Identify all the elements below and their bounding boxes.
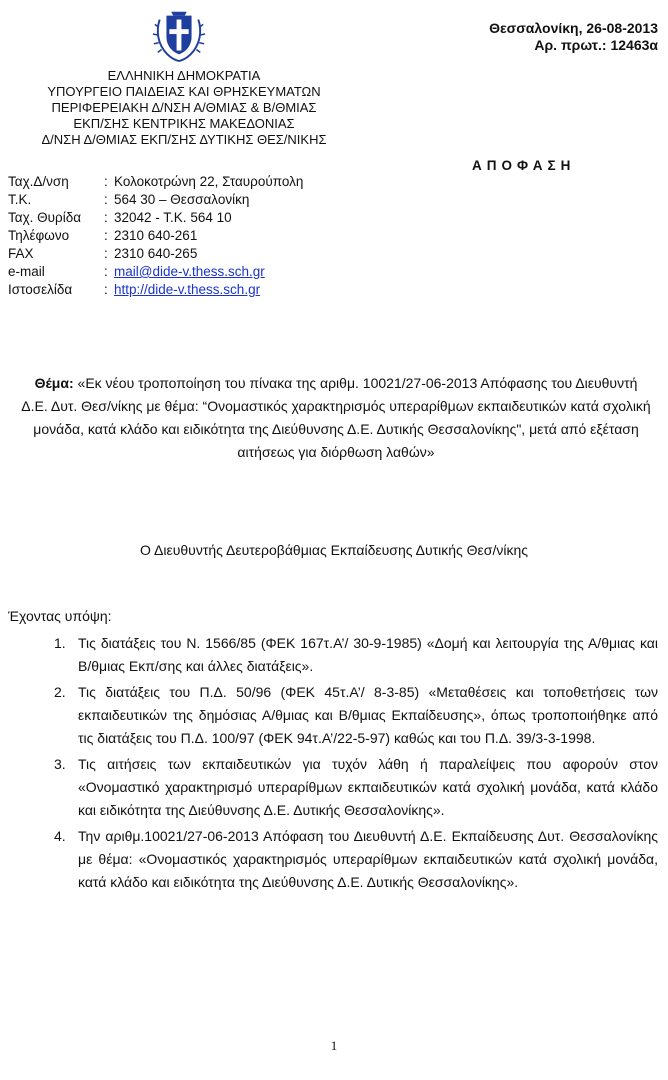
contact-separator: : [104,228,108,243]
contact-row-phone [8,227,303,245]
contact-label: Τ.Κ. [8,192,32,207]
contact-separator: : [104,192,108,207]
email-link[interactable]: mail@dide-v.thess.sch.gr [114,264,265,279]
contact-row-fax [8,245,303,263]
contact-label: e-mail [8,264,45,279]
contact-separator: : [104,282,108,297]
contact-label: FAX [8,246,34,261]
ministry-line: ΠΕΡΙΦΕΡΕΙΑΚΗ Δ/ΝΣΗ Α/ΘΜΙΑΣ & Β/ΘΜΙΑΣ [51,100,317,115]
subject-label: Θέμα: [34,375,74,391]
contact-row-address [8,173,303,191]
ministry-header [0,68,368,148]
contact-separator: : [104,246,108,261]
considerations-list [54,632,658,897]
considering-label: Έχοντας υπόψη: [8,608,112,624]
protocol-number: Αρ. πρωτ.: 12463α [534,37,658,53]
contact-row-website [8,281,303,299]
contact-label: Ταχ.Δ/νση [8,174,69,189]
ministry-line: ΕΚΠ/ΣΗΣ ΚΕΝΤΡΙΚΗΣ ΜΑΚΕΔΟΝΙΑΣ [73,116,295,131]
contact-label: Τηλέφωνο [8,228,70,243]
list-item-text: Την αριθμ.10021/27-06-2013 Απόφαση του Διευθυντή Δ.Ε. Εκπαίδευσης Δυτ. Θεσσαλονίκης με θέμα: «Ονομαστικός χαρακτηρισμός υπεραρίθμων εκπαιδευτικών κατά σχολική μονάδα, κατά κλάδο και ειδικότητα της Διεύθυνσης Δ.Ε. Δυτικής Θεσσαλονίκης». [78,828,658,890]
list-item [54,632,658,678]
contact-row-email [8,263,303,281]
contact-value: Κολοκοτρώνη 22, Σταυρούπολη [114,174,304,189]
header-date-block [489,20,658,54]
contact-value: 2310 640-265 [114,246,198,261]
contact-separator: : [104,210,108,225]
list-item-text: Τις διατάξεις του Π.Δ. 50/96 (ΦΕΚ 45τ.Α’/ 8-3-85) «Μεταθέσεις και τοποθετήσεις των εκπαιδευτικών της δημόσιας Α/θμιας και Β/θμιας Εκπαίδευσης», όπως τροποποιήθηκε από τις διατάξεις του Π.Δ. 100/97 (ΦΕΚ 94τ.Α’/22-5-97) καθώς και του Π.Δ. 39/3-3-1998. [78,684,658,746]
list-item [54,681,658,750]
decision-title: ΑΠΟΦΑΣΗ [472,158,576,173]
contact-details [8,173,303,299]
director-line: Ο Διευθυντής Δευτεροβάθμιας Εκπαίδευσης Δυτικής Θεσ/νίκης [140,542,528,558]
contact-row-postcode [8,191,303,209]
contact-label: Ιστοσελίδα [8,282,73,297]
list-item [54,753,658,822]
list-item-number: 2. [54,684,66,700]
contact-value: 2310 640-261 [114,228,198,243]
list-item-number: 4. [54,828,66,844]
subject-paragraph [20,372,652,464]
list-item-number: 3. [54,756,66,772]
list-item-text: Τις αιτήσεις των εκπαιδευτικών για τυχόν λάθη ή παραλείψεις που αφορούν στον «Ονομαστικό χαρακτηρισμό υπεραρίθμων εκπαιδευτικών κατά σχολική μονάδα, κατά κλάδο και ειδικότητα της Διεύθυνσης Δ.Ε. Δυτικής Θεσσαλονίκης». [78,756,658,818]
contact-value: 32042 - Τ.Κ. 564 10 [114,210,232,225]
subject-text: «Εκ νέου τροποποίηση του πίνακα της αριθμ. 10021/27-06-2013 Απόφασης του Διευθυντή Δ.Ε. Δυτ. Θεσ/νίκης με θέμα: “Ονομαστικός χαρακτηρισμός υπεραρίθμων εκπαιδευτικών κατά σχολική μονάδα, κατά κλάδο και ειδικότητα της Διεύθυνσης Δ.Ε. Δυτικής Θεσσαλονίκης", μετά από εξέταση αιτήσεως για διόρθωση λαθών» [21,375,651,460]
contact-separator: : [104,264,108,279]
contact-separator: : [104,174,108,189]
ministry-line: ΕΛΛΗΝΙΚΗ ΔΗΜΟΚΡΑΤΙΑ [107,68,261,83]
contact-label: Ταχ. Θυρίδα [8,210,82,225]
ministry-line: Δ/ΝΣΗ Δ/ΘΜΙΑΣ ΕΚΠ/ΣΗΣ ΔΥΤΙΚΗΣ ΘΕΣ/ΝΙΚΗΣ [41,132,327,147]
website-link[interactable]: http://dide-v.thess.sch.gr [114,282,261,297]
contact-row-pobox [8,209,303,227]
list-item-text: Τις διατάξεις του Ν. 1566/85 (ΦΕΚ 167τ.Α’/ 30-9-1985) «Δομή και λειτουργία της Α/θμιας και Β/θμιας Εκπ/σης και άλλες διατάξεις». [78,635,658,674]
page-number: 1 [330,1038,338,1053]
ministry-line: ΥΠΟΥΡΓΕΙΟ ΠΑΙΔΕΙΑΣ ΚΑΙ ΘΡΗΣΚΕΥΜΑΤΩΝ [47,84,321,99]
contact-value: 564 30 – Θεσσαλονίκη [114,192,250,207]
list-item-number: 1. [54,635,66,651]
document-date: Θεσσαλονίκη, 26-08-2013 [489,20,658,36]
greek-emblem-icon [150,6,208,64]
list-item [54,825,658,894]
